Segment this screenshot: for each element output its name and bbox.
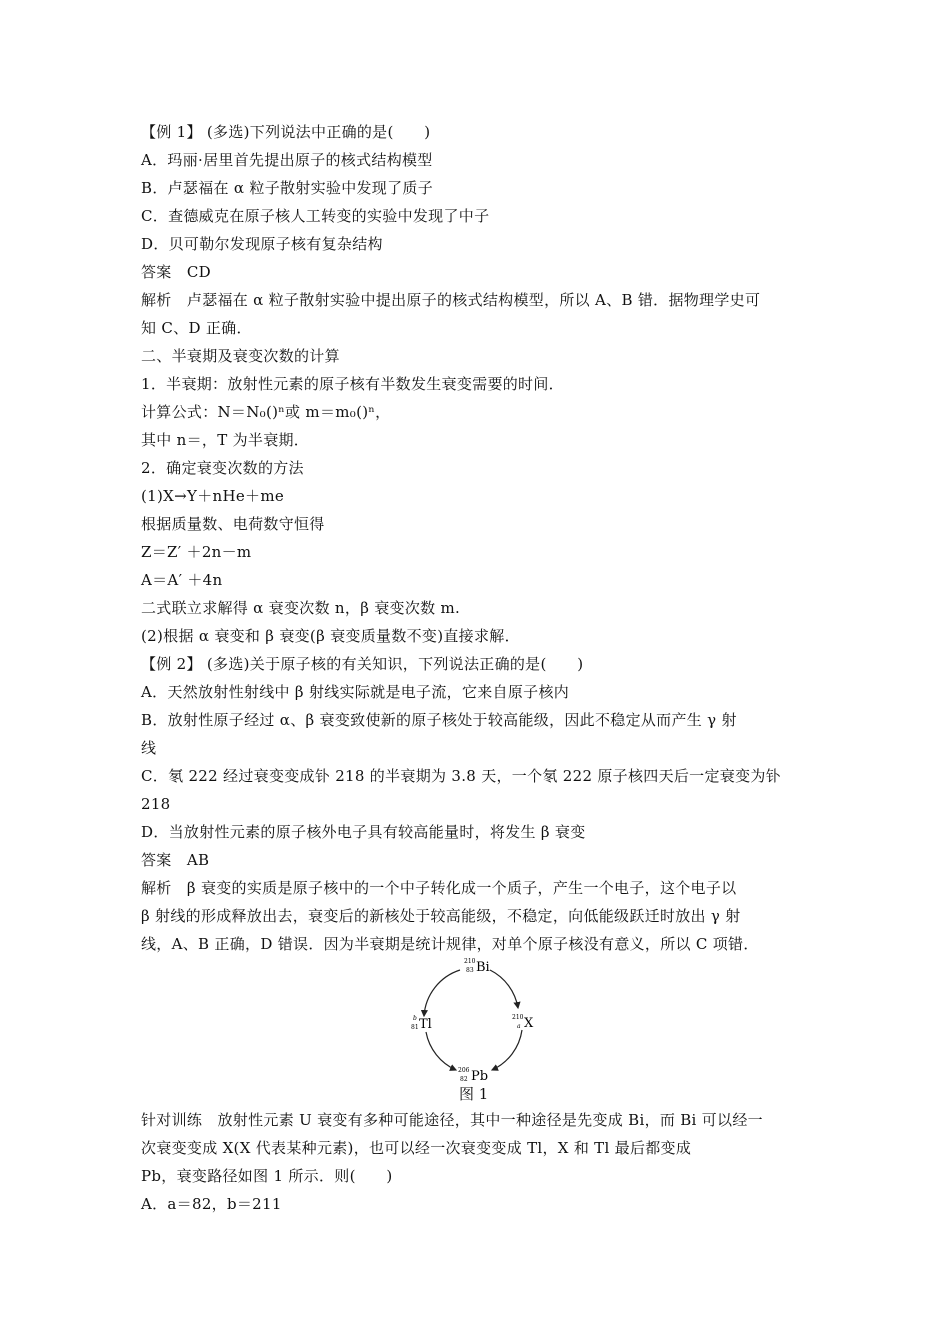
text-line: 根据质量数、电荷数守恒得 (141, 515, 325, 533)
text-line: A．玛丽·居里首先提出原子的核式结构模型 (141, 151, 433, 169)
text-line: 1．半衰期：放射性元素的原子核有半数发生衰变需要的时间． (141, 375, 564, 393)
text-line: 针对训练 放射性元素 U 衰变有多种可能途径，其中一种途径是先变成 Bi，而 Bi 可以经一 (141, 1111, 763, 1129)
decay-path-diagram (400, 952, 550, 1082)
text-line: 答案 AB (141, 851, 210, 869)
text-line: 2．确定衰变次数的方法 (141, 459, 304, 477)
text-line: 解析 卢瑟福在 α 粒子散射实验中提出原子的核式结构模型，所以 A、B 错．据物理学史可 (141, 291, 761, 309)
bi-label: Bi (476, 960, 490, 975)
tl-mass: b (413, 1015, 417, 1022)
text-line: 【例 2】 (多选)关于原子核的有关知识，下列说法正确的是( ) (141, 655, 584, 673)
text-line: 218 (141, 795, 171, 813)
tl-charge: 81 (411, 1024, 419, 1031)
text-line: 线 (141, 739, 157, 757)
pb-mass: 206 (458, 1067, 470, 1074)
text-line: 计算公式：N＝N₀()ⁿ或 m＝m₀()ⁿ， (141, 403, 391, 421)
text-line: (1)X→Y＋nHe＋me (141, 487, 285, 505)
text-line: β 射线的形成释放出去，衰变后的新核处于较高能级，不稳定，向低能级跃迁时放出 γ 射 (141, 907, 741, 925)
pb-label: Pb (471, 1069, 489, 1082)
pb-charge: 82 (460, 1076, 468, 1082)
bi-mass: 210 (464, 958, 476, 965)
text-line: A．天然放射性射线中 β 射线实际就是电子流，它来自原子核内 (141, 683, 570, 701)
text-line: Z＝Z′ ＋2n－m (141, 543, 252, 561)
text-line: B．卢瑟福在 α 粒子散射实验中发现了质子 (141, 179, 433, 197)
text-line: 解析 β 衰变的实质是原子核中的一个中子转化成一个质子，产生一个电子，这个电子以 (141, 879, 737, 897)
arc-tl-to-pb (426, 1032, 456, 1070)
text-line: A．a＝82，b＝211 (141, 1195, 282, 1213)
x-label: X (524, 1016, 534, 1031)
text-line: 次衰变变成 X(X 代表某种元素)，也可以经一次衰变变成 Tl，X 和 Tl 最后都变成 (141, 1139, 692, 1157)
text-line: 答案 CD (141, 263, 212, 281)
x-charge: a (517, 1023, 521, 1030)
text-line: D．当放射性元素的原子核外电子具有较高能量时，将发生 β 衰变 (141, 823, 586, 841)
text-line: 二式联立求解得 α 衰变次数 n，β 衰变次数 m. (141, 599, 461, 617)
text-line: Pb，衰变路径如图 1 所示．则( ) (141, 1167, 393, 1185)
bi-charge: 83 (466, 967, 474, 974)
arc-bi-to-tl (424, 970, 460, 1016)
text-line: (2)根据 α 衰变和 β 衰变(β 衰变质量数不变)直接求解． (141, 627, 520, 645)
figure-caption: 图 1 (459, 1085, 489, 1103)
x-mass: 210 (512, 1014, 524, 1021)
text-line: C．氡 222 经过衰变变成钋 218 的半衰期为 3.8 天，一个氡 222 原子核四天后一定衰变为钋 (141, 767, 781, 785)
text-line: 其中 n＝，T 为半衰期． (141, 431, 310, 449)
arc-x-to-pb (492, 1030, 522, 1070)
text-line: 二、半衰期及衰变次数的计算 (141, 347, 340, 365)
text-line: A＝A′ ＋4n (141, 571, 223, 589)
text-line: 线，A、B 正确，D 错误．因为半衰期是统计规律，对单个原子核没有意义，所以 C 项错． (141, 935, 759, 953)
text-line: B．放射性原子经过 α、β 衰变致使新的原子核处于较高能级，因此不稳定从而产生 γ 射 (141, 711, 737, 729)
text-line: C．查德威克在原子核人工转变的实验中发现了中子 (141, 207, 490, 225)
text-line: D．贝可勒尔发现原子核有复杂结构 (141, 235, 383, 253)
arc-bi-to-x (490, 970, 518, 1008)
text-line: 【例 1】 (多选)下列说法中正确的是( ) (141, 123, 431, 141)
tl-label: Tl (419, 1017, 432, 1032)
text-line: 知 C、D 正确． (141, 319, 252, 337)
